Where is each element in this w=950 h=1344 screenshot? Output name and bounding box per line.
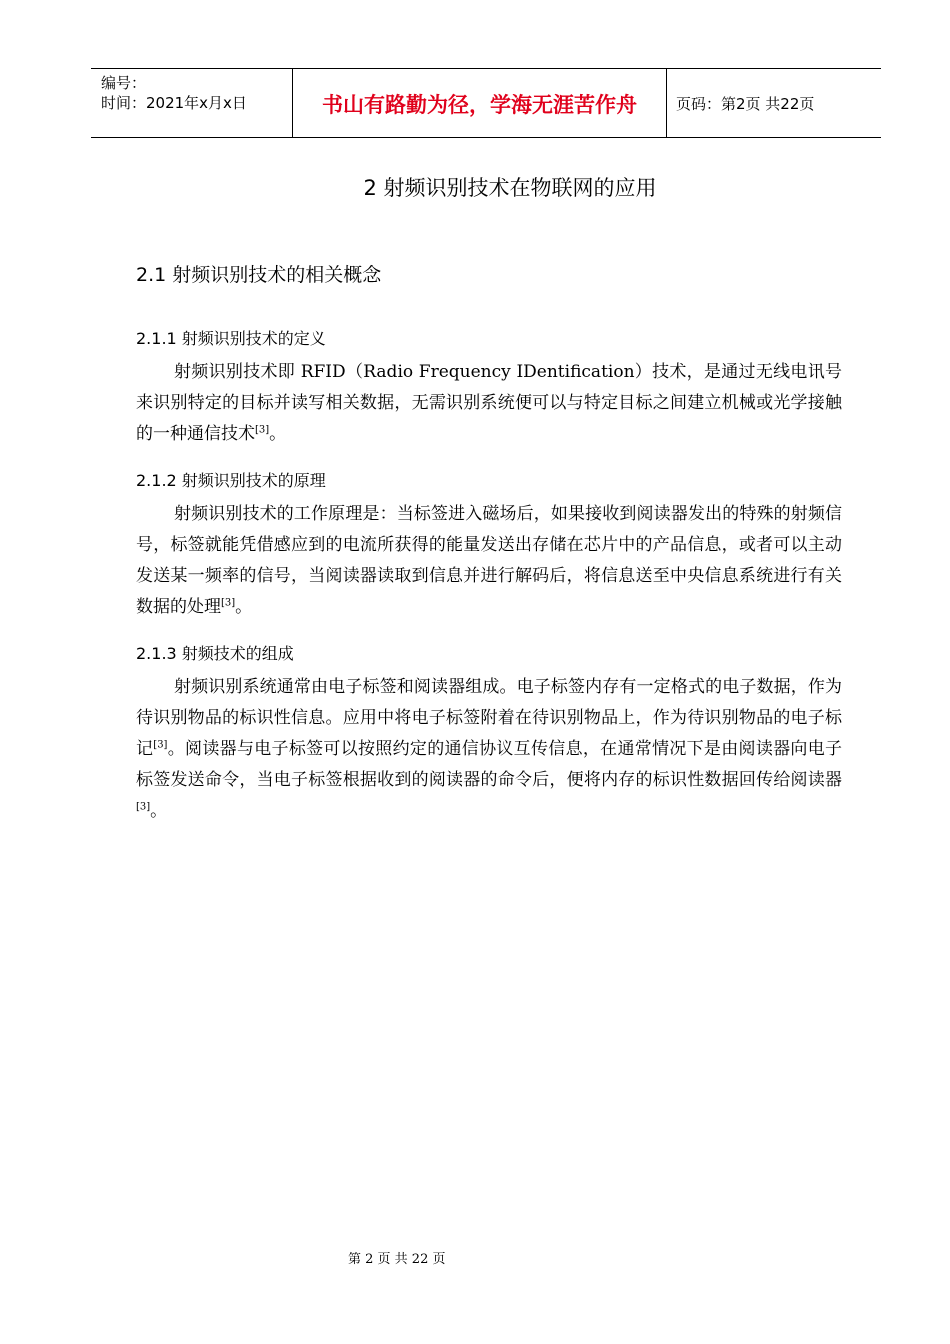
header-motto: 书山有路勤为径，学海无涯苦作舟 [322,93,637,117]
header-meta-cell [91,69,292,137]
paragraph-end: 。 [235,597,253,617]
document-number-label: 编号： [101,74,147,92]
paragraph-text: 射频识别技术的工作原理是：当标签进入磁场后，如果接收到阅读器发出的特殊的射频信号，标签就能凭借感应到的电流所获得的能量发送出存储在芯片中的产品信息，或者可以主动发送某一频率的信号，当阅读器读取到信息并进行解码后，将信息送至中央信息系统进行有关数据的处理 [136,504,842,617]
citation-ref: [3] [221,597,236,609]
paragraph-end: 。 [150,801,168,821]
header-page-cell [666,69,881,137]
subsection-heading-definition: 2.1.1 射频识别技术的定义 [136,329,326,348]
paragraph-definition [136,357,842,450]
header-motto-cell [292,69,667,137]
page-footer: 第 2 页 共 22 页 [348,1252,446,1267]
citation-ref: [3] [136,801,151,813]
page-header [91,68,881,138]
section-heading: 2.1 射频识别技术的相关概念 [136,264,382,286]
paragraph-end: 。 [269,424,287,444]
citation-ref: [3] [153,739,168,751]
paragraph-text: 射频识别系统通常由电子标签和阅读器组成。电子标签内存有一定格式的电子数据，作为待识别物品的标识性信息。应用中将电子标签附着在待识别物品上，作为待识别物品的电子标记 [136,677,842,759]
citation-ref: [3] [255,424,270,436]
header-page-info: 页码：第2页 共22页 [676,95,815,113]
subsection-heading-principle: 2.1.2 射频识别技术的原理 [136,471,326,490]
paragraph-text: 射频识别技术即 RFID（Radio Frequency IDentification）技术，是通过无线电讯号来识别特定的目标并读写相关数据，无需识别系统便可以与特定目标之间建立机械或光学接触的一种通信技术 [136,362,842,444]
chapter-title: 2 射频识别技术在物联网的应用 [363,176,657,200]
document-time-label: 时间：2021年x月x日 [101,94,247,112]
paragraph-composition [136,672,842,827]
paragraph-text: 。阅读器与电子标签可以按照约定的通信协议互传信息，在通常情况下是由阅读器向电子标签发送命令，当电子标签根据收到的阅读器的命令后，便将内存的标识性数据回传给阅读器 [136,739,842,790]
subsection-heading-composition: 2.1.3 射频技术的组成 [136,644,294,663]
paragraph-principle [136,499,842,623]
